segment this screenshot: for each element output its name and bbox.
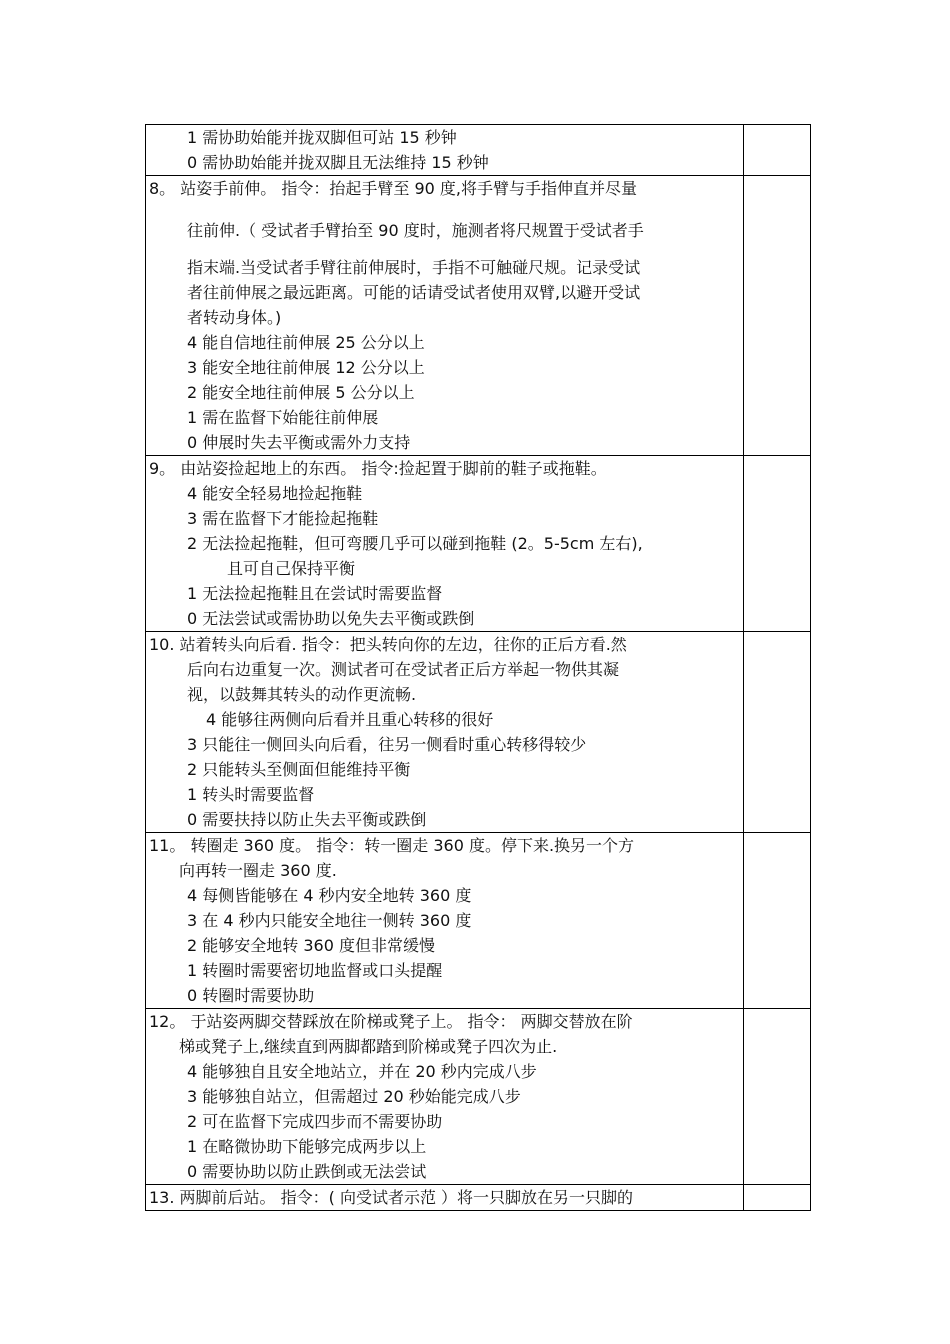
score-line: 1 需在监督下始能往前伸展 [187,408,379,427]
score-line: 1 需协助始能并拢双脚但可站 15 秒钟 [187,128,457,147]
item-cell [146,1185,744,1211]
score-cell [744,125,811,176]
score-line: 且可自己保持平衡 [227,559,356,578]
item-instruction: 梯或凳子上,继续直到两脚都踏到阶梯或凳子四次为止. [179,1037,558,1056]
item-instruction: 向再转一圈走 360 度. [179,861,337,880]
score-line: 3 在 4 秒内只能安全地往一侧转 360 度 [187,911,472,930]
score-line: 4 每侧皆能够在 4 秒内安全地转 360 度 [187,886,472,905]
score-line: 3 能够独自站立，但需超过 20 秒始能完成八步 [187,1087,521,1106]
score-line: 3 能安全地往前伸展 12 公分以上 [187,358,425,377]
score-line: 1 无法捡起拖鞋且在尝试时需要监督 [187,584,443,603]
table-row [146,456,811,632]
score-cell [744,833,811,1009]
item-instruction: 者往前伸展之最远距离。可能的话请受试者使用双臂,以避开受试 [187,283,641,302]
score-cell [744,1009,811,1185]
item-cell [146,833,744,1009]
score-line: 3 需在监督下才能捡起拖鞋 [187,509,379,528]
score-line: 1 在略微协助下能够完成两步以上 [187,1137,427,1156]
table-row [146,1009,811,1185]
item-title: 9。 由站姿捡起地上的东西。 指令:捡起置于脚前的鞋子或拖鞋。 [149,459,607,478]
item-instruction: 后向右边重复一次。测试者可在受试者正后方举起一物供其凝 [187,660,620,679]
score-cell [744,1185,811,1211]
score-line: 2 可在监督下完成四步而不需要协助 [187,1112,443,1131]
item-cell [146,1009,744,1185]
score-line: 0 需协助始能并拢双脚且无法维持 15 秒钟 [187,153,489,172]
score-line: 0 需要扶持以防止失去平衡或跌倒 [187,810,427,829]
score-line: 0 伸展时失去平衡或需外力支持 [187,433,411,452]
score-line: 2 无法捡起拖鞋，但可弯腰几乎可以碰到拖鞋 (2。5-5cm 左右), [187,534,643,553]
score-line: 1 转头时需要监督 [187,785,315,804]
table-row [146,833,811,1009]
item-title: 12。 于站姿两脚交替踩放在阶梯或凳子上。 指令： 两脚交替放在阶 [149,1012,633,1031]
assessment-table [145,124,811,1211]
item-title: 10. 站着转头向后看. 指令：把头转向你的左边，往你的正后方看.然 [149,635,627,654]
score-line: 3 只能往一侧回头向后看，往另一侧看时重心转移得较少 [187,735,587,754]
item-instruction: 指末端.当受试者手臂往前伸展时，手指不可触碰尺规。记录受试 [187,258,641,277]
score-cell [744,176,811,456]
score-line: 0 转圈时需要协助 [187,986,315,1005]
item-cell [146,176,744,456]
item-cell [146,125,744,176]
item-title: 13. 两脚前后站。 指令：( 向受试者示范 ）将一只脚放在另一只脚的 [149,1188,634,1207]
table-row [146,176,811,456]
score-line: 0 无法尝试或需协助以免失去平衡或跌倒 [187,609,475,628]
table-row [146,632,811,833]
score-line: 2 能安全地往前伸展 5 公分以上 [187,383,415,402]
score-line: 0 需要协助以防止跌倒或无法尝试 [187,1162,427,1181]
score-line: 2 能够安全地转 360 度但非常缓慢 [187,936,435,955]
item-cell [146,456,744,632]
table-row [146,125,811,176]
item-instruction: 视，以鼓舞其转头的动作更流畅. [187,685,417,704]
score-line: 4 能够往两侧向后看并且重心转移的很好 [206,710,494,729]
score-line: 4 能安全轻易地捡起拖鞋 [187,484,363,503]
score-cell [744,632,811,833]
score-line: 2 只能转头至侧面但能维持平衡 [187,760,411,779]
score-line: 4 能够独自且安全地站立，并在 20 秒内完成八步 [187,1062,537,1081]
item-title: 11。 转圈走 360 度。 指令：转一圈走 360 度。停下来.换另一个方 [149,836,635,855]
score-line: 1 转圈时需要密切地监督或口头提醒 [187,961,443,980]
score-cell [744,456,811,632]
item-title: 8。 站姿手前伸。 指令：抬起手臂至 90 度,将手臂与手指伸直并尽量 [149,179,637,198]
item-cell [146,632,744,833]
item-instruction: 往前伸.（ 受试者手臂抬至 90 度时，施测者将尺规置于受试者手 [187,221,644,240]
item-instruction: 者转动身体。) [187,308,282,327]
table-row [146,1185,811,1211]
score-line: 4 能自信地往前伸展 25 公分以上 [187,333,425,352]
